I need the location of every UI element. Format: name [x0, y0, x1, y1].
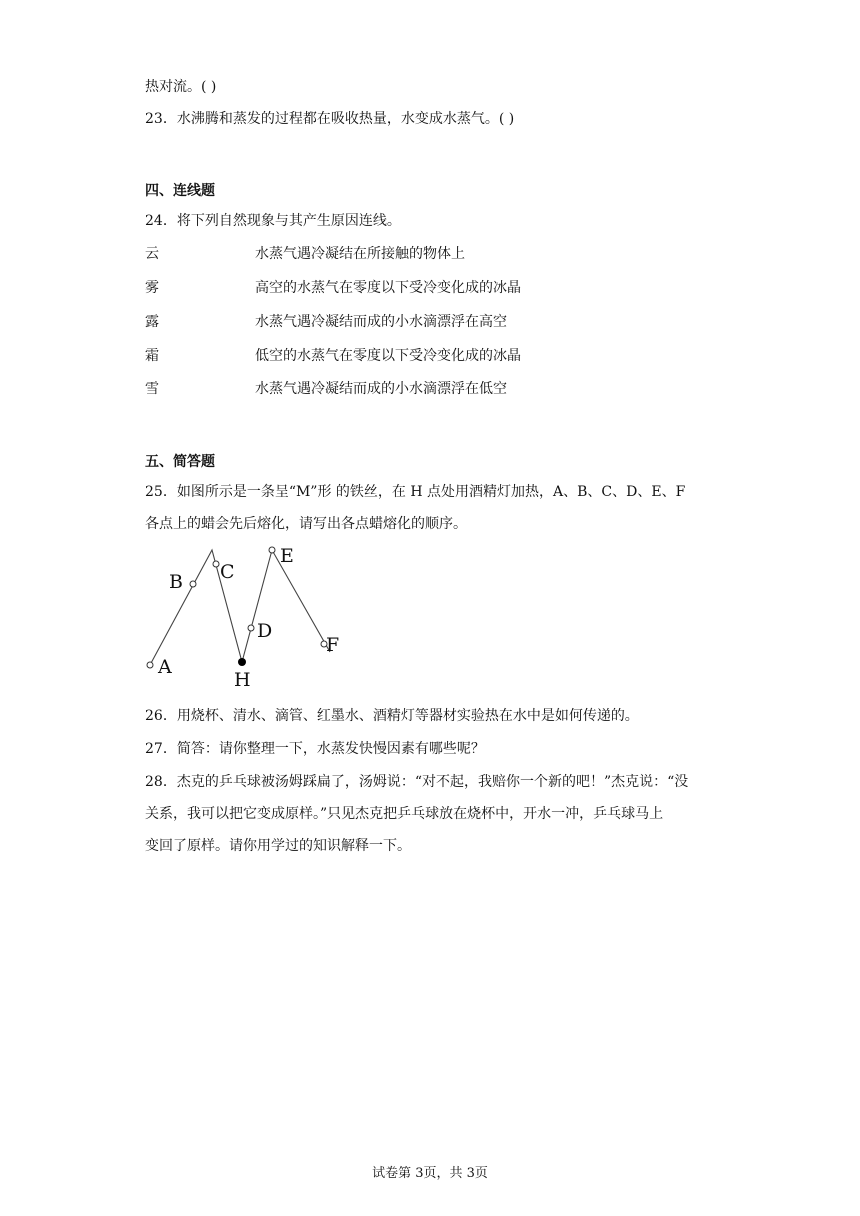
cause: 水蒸气遇冷凝结在所接触的物体上 [255, 246, 465, 262]
q28-line1: 28．杰克的乒乓球被汤姆踩扁了，汤姆说：“对不起，我赔你一个新的吧！”杰克说：“没 [145, 774, 689, 790]
label-a: A [158, 656, 172, 678]
q23-text: 23．水沸腾和蒸发的过程都在吸收热量，水变成水蒸气。( ) [145, 111, 515, 127]
label-e: E [280, 545, 294, 567]
point-b-marker [190, 581, 196, 587]
point-e-marker [269, 547, 275, 553]
phenomenon: 露 [145, 314, 159, 330]
cause: 水蒸气遇冷凝结而成的小水滴漂浮在低空 [255, 381, 507, 397]
section4-title: 四、连线题 [145, 183, 215, 199]
label-f: F [326, 634, 340, 656]
label-c: C [220, 561, 235, 583]
q28-line3: 变回了原样。请你用学过的知识解释一下。 [145, 838, 411, 854]
q25-line2: 各点上的蜡会先后熔化，请写出各点蜡熔化的顺序。 [145, 516, 467, 532]
q26-text: 26．用烧杯、清水、滴管、红墨水、酒精灯等器材实验热在水中是如何传递的。 [145, 708, 639, 724]
phenomenon: 雾 [145, 280, 159, 296]
cause: 高空的水蒸气在零度以下受冷变化成的冰晶 [255, 280, 521, 296]
q24-text: 24．将下列自然现象与其产生原因连线。 [145, 213, 401, 229]
q25-line1: 25．如图所示是一条呈“M”形 的铁丝，在 H 点处用酒精灯加热，A、B、C、D、E、F [145, 484, 686, 500]
q27-text: 27．简答：请你整理一下，水蒸发快慢因素有哪些呢？ [145, 741, 485, 757]
phenomenon: 雪 [145, 381, 159, 397]
q28-line2: 关系，我可以把它变成原样。”只见杰克把乒乓球放在烧杯中，开水一冲，乒乓球马上 [145, 806, 664, 822]
page-footer: 试卷第 3页，共 3页 [372, 1166, 488, 1181]
point-c-marker [213, 561, 219, 567]
cause: 低空的水蒸气在零度以下受冷变化成的冰晶 [255, 348, 521, 364]
point-a-marker [147, 662, 153, 668]
label-h: H [234, 669, 251, 690]
point-h-marker [238, 658, 246, 666]
label-d: D [257, 620, 273, 642]
m-wire [150, 550, 330, 665]
phenomenon: 云 [145, 246, 159, 262]
q22-tail: 热对流。( ) [145, 79, 217, 95]
section5-title: 五、简答题 [145, 454, 215, 470]
label-b: B [169, 571, 183, 593]
cause: 水蒸气遇冷凝结而成的小水滴漂浮在高空 [255, 314, 507, 330]
point-d-marker [248, 625, 254, 631]
m-wire-figure [140, 540, 370, 690]
phenomenon: 霜 [145, 348, 159, 364]
